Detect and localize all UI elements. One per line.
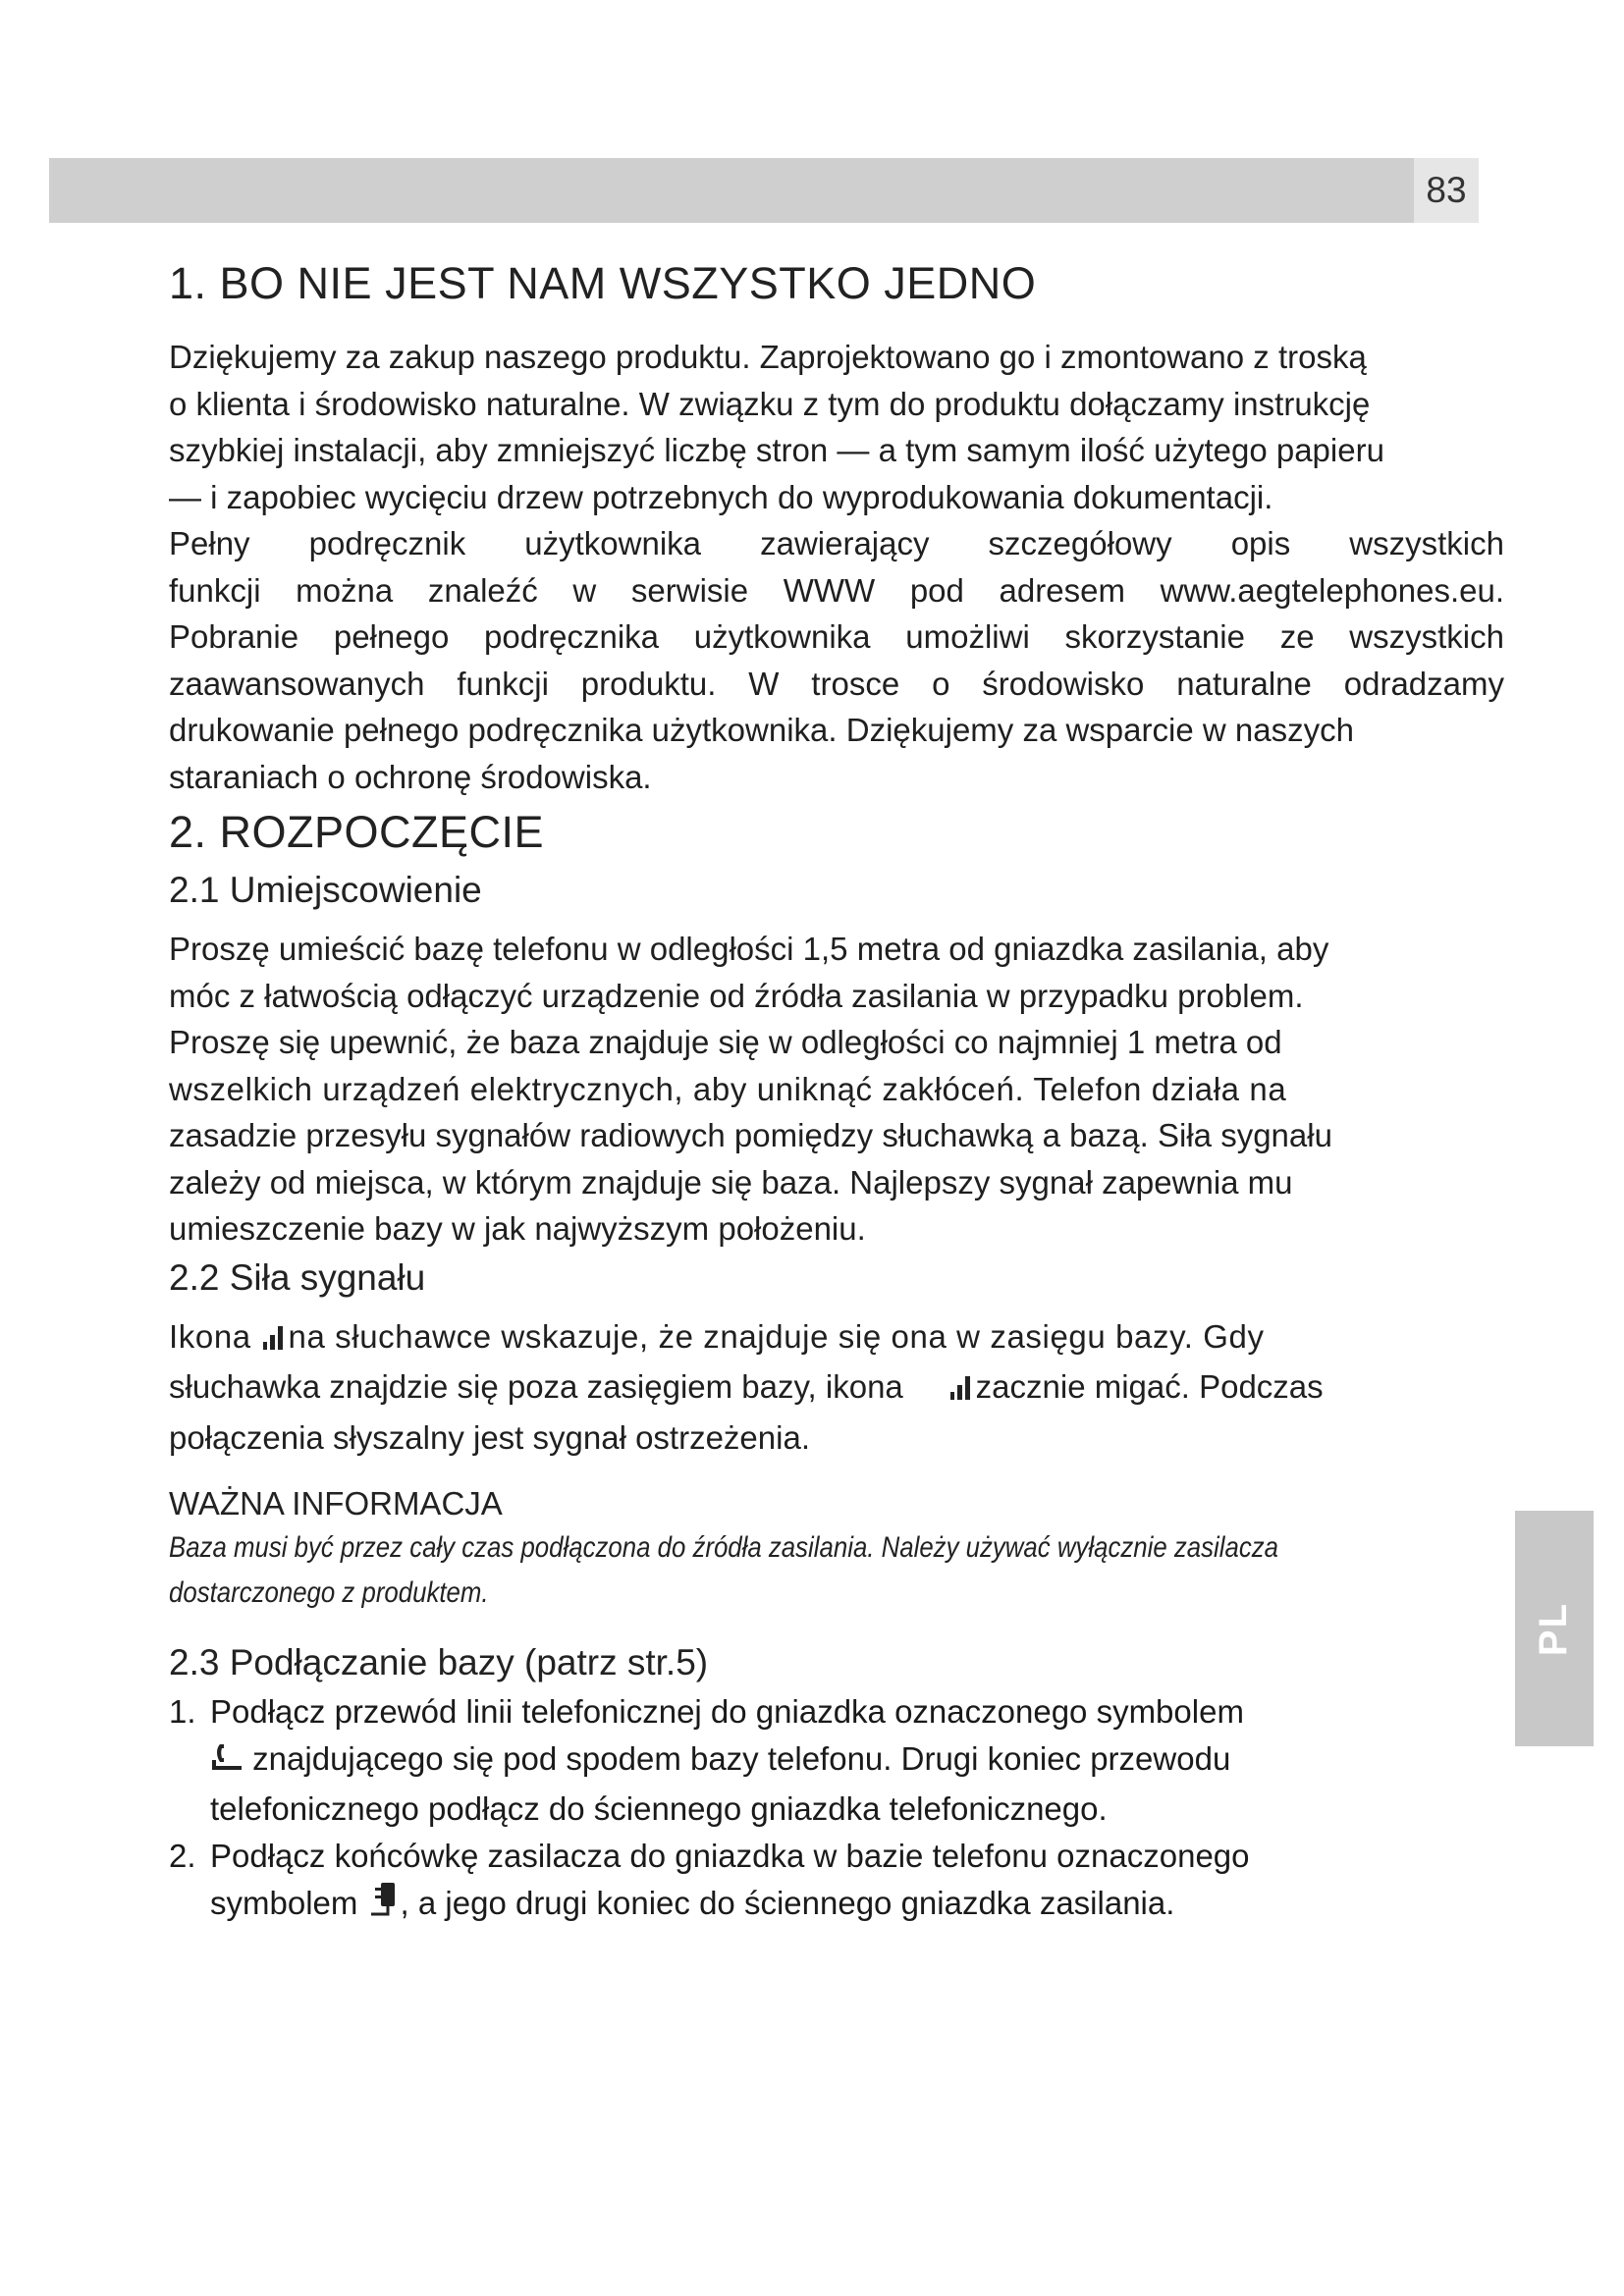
section-1-body: [169, 334, 1504, 800]
language-tab: [1515, 1511, 1594, 1746]
section-1-line: drukowanie pełnego podręcznika użytkownika. Dziękujemy za wsparcie w naszych: [169, 712, 1354, 748]
step-1-line: telefonicznego podłącz do ściennego gniazdka telefonicznego.: [210, 1790, 1108, 1827]
subsection-2-2-title: 2.2 Siła sygnału: [169, 1256, 426, 1298]
subsection-2-1-line: umieszczenie bazy w jak najwyższym położeniu.: [169, 1210, 866, 1247]
signal-line-2-start: słuchawka znajdzie się poza zasięgiem bazy, ikona: [169, 1368, 912, 1405]
subsection-2-1-line: móc z łatwością odłączyć urządzenie od źródła zasilania w przypadku problem.: [169, 977, 1304, 1014]
phone-line-socket-icon: [210, 1739, 244, 1787]
subsection-2-1-line: Proszę umieścić bazę telefonu w odległości 1,5 metra od gniazdka zasilania, aby: [169, 931, 1329, 967]
notice-line: dostarczonego z produktem.: [169, 1576, 489, 1609]
subsection-2-1-line: Proszę się upewnić, że baza znajduje się w odległości co najmniej 1 metra od: [169, 1024, 1282, 1060]
subsection-2-2-body: [169, 1313, 1504, 1617]
subsection-2-3-title: 2.3 Podłączanie bazy (patrz str.5): [169, 1642, 709, 1682]
section-2-title: 2. ROZPOCZĘCIE: [169, 807, 545, 857]
connection-steps: [169, 1688, 1504, 1931]
section-1-line: — i zapobiec wycięciu drzew potrzebnych do wyprodukowania dokumentacji.: [169, 478, 1273, 515]
step-2-line-end: , a jego drugi koniec do ściennego gniazdka zasilania.: [400, 1885, 1175, 1921]
step-1: [169, 1688, 1504, 1833]
section-1-line: Pobranie pełnego podręcznika użytkownika umożliwi skorzystanie ze wszystkich: [169, 618, 1504, 655]
section-1-title: 1. BO NIE JEST NAM WSZYSTKO JEDNO: [169, 258, 1037, 308]
subsection-2-1-body: [169, 926, 1504, 1253]
page-content: [169, 251, 1504, 1931]
notice-title: WAŻNA INFORMACJA: [169, 1485, 503, 1522]
step-1-line: znajdującego się pod spodem bazy telefonu. Drugi koniec przewodu: [252, 1739, 1231, 1777]
signal-strength-icon: [261, 1317, 289, 1364]
subsection-2-1-line: zasadzie przesyłu sygnałów radiowych pomiędzy słuchawką a bazą. Siła sygnału: [169, 1117, 1332, 1153]
step-1-line-with-icon: [210, 1735, 1504, 1787]
subsection-2-1-title: 2.1 Umiejscowienie: [169, 870, 482, 910]
signal-line-1: [169, 1313, 1504, 1364]
signal-line-1-start: Ikona: [169, 1317, 261, 1355]
subsection-2-1-line: zależy od miejsca, w którym znajduje się baza. Najlepszy sygnał zapewnia mu: [169, 1163, 1293, 1201]
section-1-line: staraniach o ochronę środowiska.: [169, 758, 652, 795]
language-tab-label: PL: [1532, 1601, 1576, 1656]
signal-line-2: [169, 1363, 1504, 1415]
step-1-number: 1.: [169, 1693, 196, 1730]
step-1-line: Podłącz przewód linii telefonicznej do gniazdka oznaczonego symbolem: [210, 1693, 1244, 1730]
notice-text: [169, 1525, 1501, 1616]
step-2-line-start: symbolem: [210, 1885, 367, 1921]
subsection-2-1-line: wszelkich urządzeń elektrycznych, aby uniknąć zakłóceń. Telefon działa na: [169, 1070, 1287, 1107]
signal-strength-icon: [948, 1367, 976, 1415]
signal-line-3: połączenia słyszalny jest sygnał ostrzeżenia.: [169, 1418, 810, 1456]
notice-line: Baza musi być przez cały czas podłączona do źródła zasilania. Należy używać wyłącznie zasilacza: [169, 1531, 1278, 1564]
section-1-line: o klienta i środowisko naturalne. W związku z tym do produktu dołączamy instrukcję: [169, 385, 1371, 422]
section-1-line: Pełny podręcznik użytkownika zawierający szczegółowy opis wszystkich: [169, 525, 1504, 561]
page-number: [1414, 158, 1479, 223]
section-1-line: szybkiej instalacji, aby zmniejszyć liczbę stron — a tym samym ilość użytego papieru: [169, 432, 1384, 468]
step-2-line: Podłącz końcówkę zasilacza do gniazdka w bazie telefonu oznaczonego: [210, 1837, 1250, 1874]
signal-line-1-end: na słuchawce wskazuje, że znajduje się ona w zasięgu bazy. Gdy: [288, 1317, 1265, 1355]
section-1-line: funkcji można znaleźć w serwisie WWW pod adresem www.aegtelephones.eu.: [169, 571, 1504, 609]
header-bar: [49, 158, 1414, 223]
page-number-text: 83: [1426, 170, 1467, 210]
step-2-line-with-icon: [210, 1879, 1504, 1931]
signal-line-2-end: zacznie migać. Podczas: [975, 1368, 1324, 1405]
power-adapter-icon: [367, 1879, 401, 1931]
step-2: [169, 1833, 1504, 1931]
step-2-number: 2.: [169, 1837, 196, 1874]
section-1-line: Dziękujemy za zakup naszego produktu. Zaprojektowano go i zmontowano z troską: [169, 339, 1367, 375]
section-1-line: zaawansowanych funkcji produktu. W trosce o środowisko naturalne odradzamy: [169, 665, 1504, 702]
